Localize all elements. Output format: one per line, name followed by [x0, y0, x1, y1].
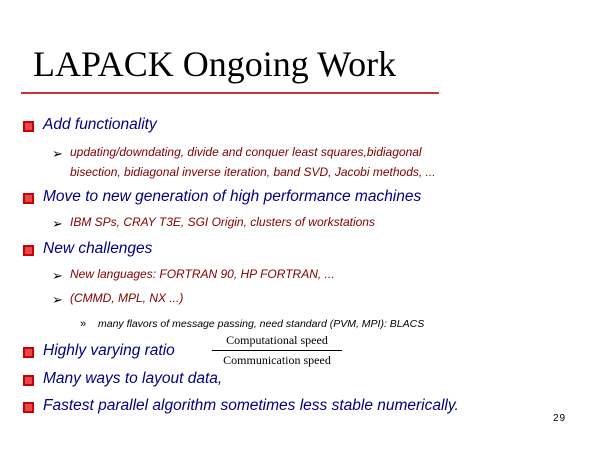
red-square-bullet-icon [22, 244, 35, 257]
double-chevron-bullet-icon: » [80, 318, 87, 330]
bullet-1-sub-1-line-1: updating/downdating, divide and conquer least squares,bidiagonal [70, 145, 422, 159]
fraction-numerator: Computational speed [226, 333, 328, 347]
ratio-fraction [212, 333, 342, 367]
page-number: 29 [553, 413, 567, 424]
bullet-4-text: Highly varying ratio [43, 342, 175, 359]
red-square-bullet-icon [22, 401, 35, 414]
arrow-bullet-icon: ➢ [52, 268, 63, 283]
bullet-3-sub-2-sub-1-text: many flavors of message passing, need standard (PVM, MPI): BLACS [98, 318, 425, 330]
bullet-1-text: Add functionality [43, 116, 157, 133]
arrow-bullet-icon: ➢ [52, 292, 63, 307]
bullet-1-sub-1-line-2: bisection, bidiagonal inverse iteration, band SVD, Jacobi methods, ... [70, 165, 436, 179]
arrow-bullet-icon: ➢ [52, 146, 63, 161]
red-square-bullet-icon [22, 120, 35, 133]
slide-title: LAPACK Ongoing Work [33, 44, 397, 84]
red-square-bullet-icon [22, 192, 35, 205]
title-underline [21, 92, 439, 94]
bullet-2-text: Move to new generation of high performance machines [43, 188, 422, 205]
bullet-6-text: Fastest parallel algorithm sometimes less stable numerically. [43, 397, 459, 414]
red-square-bullet-icon [22, 374, 35, 387]
fraction-bar [212, 350, 342, 351]
arrow-bullet-icon: ➢ [52, 216, 63, 231]
red-square-bullet-icon [22, 346, 35, 359]
bullet-2-sub-1-line-1: IBM SPs, CRAY T3E, SGI Origin, clusters of workstations [70, 215, 375, 229]
fraction-denominator: Communication speed [223, 353, 331, 367]
bullet-3-sub-1-line-1: New languages: FORTRAN 90, HP FORTRAN, ... [70, 267, 335, 281]
bullet-5-text: Many ways to layout data, [43, 370, 223, 387]
bullet-3-text: New challenges [43, 240, 153, 257]
bullet-3-sub-2-line-1: (CMMD, MPL, NX ...) [70, 291, 184, 305]
